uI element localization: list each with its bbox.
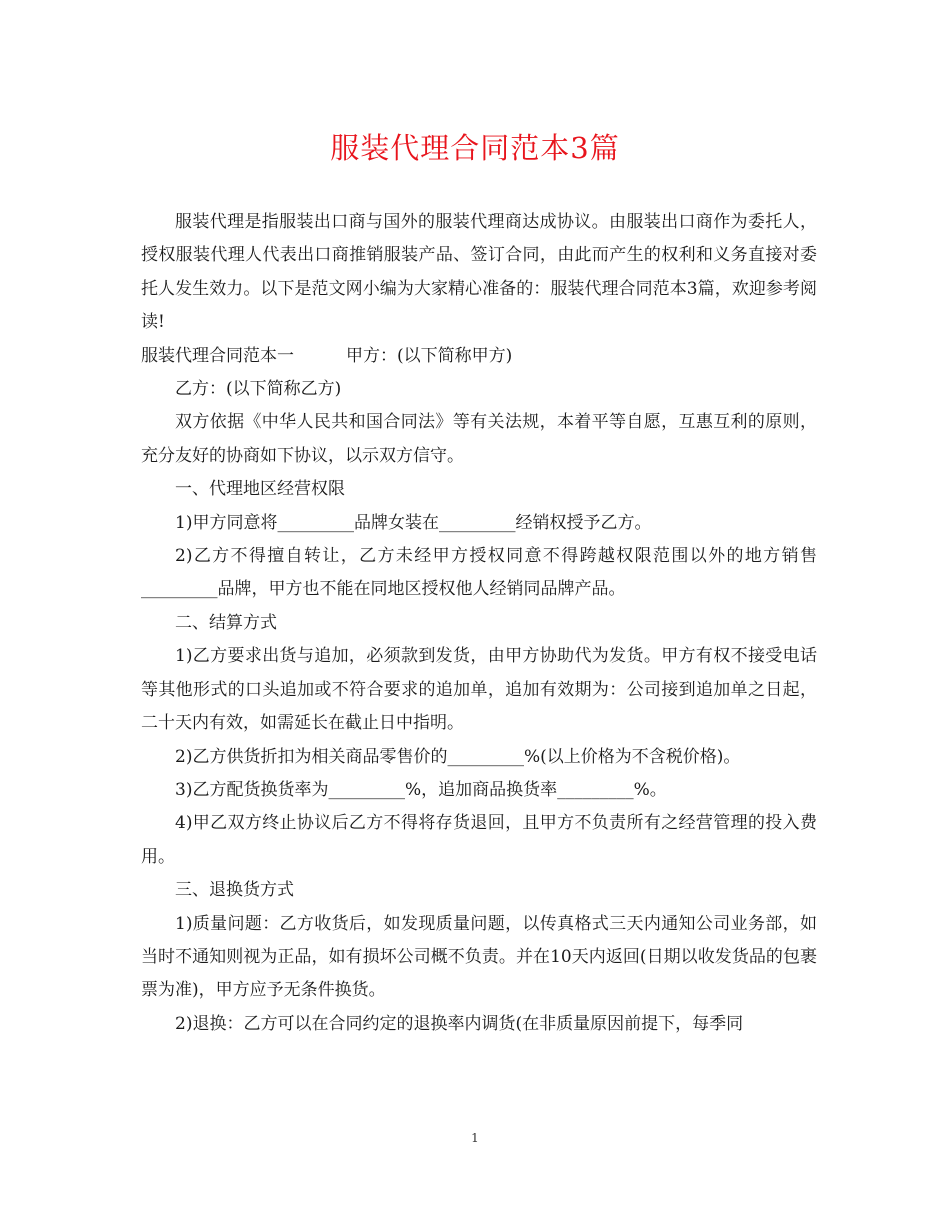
section-3-item-2: 2)退换：乙方可以在合同约定的退换率内调货(在非质量原因前提下，每季同 xyxy=(175,1013,744,1034)
sample-heading-line xyxy=(141,340,817,373)
section-2-title: 二、结算方式 xyxy=(175,612,277,633)
document-body xyxy=(141,206,817,1041)
section-1-item-2: 2)乙方不得擅自转让，乙方未经甲方授权同意不得跨越权限范围以外的地方销售_________品牌，甲方也不能在同地区授权他人经销同品牌产品。 xyxy=(141,546,817,600)
section-2-item-1: 1)乙方要求出货与追加，必须款到发货，由甲方协助代为发货。甲方有权不接受电话等其他形式的口头追加或不符合要求的追加单，追加有效期为：公司接到追加单之日起，二十天内有效，如需延长在截止日中指明。 xyxy=(141,646,817,734)
page-number: 1 xyxy=(471,1131,479,1145)
section-3-item-1: 1)质量问题：乙方收货后，如发现质量问题，以传真格式三天内通知公司业务部，如当时不通知则视为正品，如有损坏公司概不负责。并在10天内返回(日期以收发货品的包裹票为准)，甲方应予无条件换货。 xyxy=(141,913,817,1001)
section-2-item-2: 2)乙方供货折扣为相关商品零售价的_________%(以上价格为不含税价格)。 xyxy=(175,746,741,767)
document-title: 服装代理合同范本3篇 xyxy=(330,131,620,165)
section-2-item-3: 3)乙方配货换货率为_________%，追加商品换货率_________%。 xyxy=(175,779,667,800)
section-1-item-1: 1)甲方同意将_________品牌女装在_________经销权授予乙方。 xyxy=(175,512,652,533)
section-1-title: 一、代理地区经营权限 xyxy=(175,479,345,500)
party-a-line: 甲方：(以下简称甲方) xyxy=(346,345,513,366)
section-2-item-4: 4)甲乙双方终止协议后乙方不得将存货退回，且甲方不负责所有之经营管理的投入费用。 xyxy=(141,813,817,867)
section-3-title: 三、退换货方式 xyxy=(175,880,294,901)
intro-paragraph: 服装代理是指服装出口商与国外的服装代理商达成协议。由服装出口商作为委托人，授权服装代理人代表出口商推销服装产品、签订合同，由此而产生的权利和义务直接对委托人发生效力。以下是范文网小编为大家精心准备的：服装代理合同范本3篇，欢迎参考阅读! xyxy=(141,212,817,333)
party-b-line: 乙方：(以下简称乙方) xyxy=(175,379,342,400)
sample-heading: 服装代理合同范本一 xyxy=(141,345,294,366)
preamble-paragraph: 双方依据《中华人民共和国合同法》等有关法规，本着平等自愿，互惠互利的原则，充分友好的协商如下协议，以示双方信守。 xyxy=(141,412,817,466)
